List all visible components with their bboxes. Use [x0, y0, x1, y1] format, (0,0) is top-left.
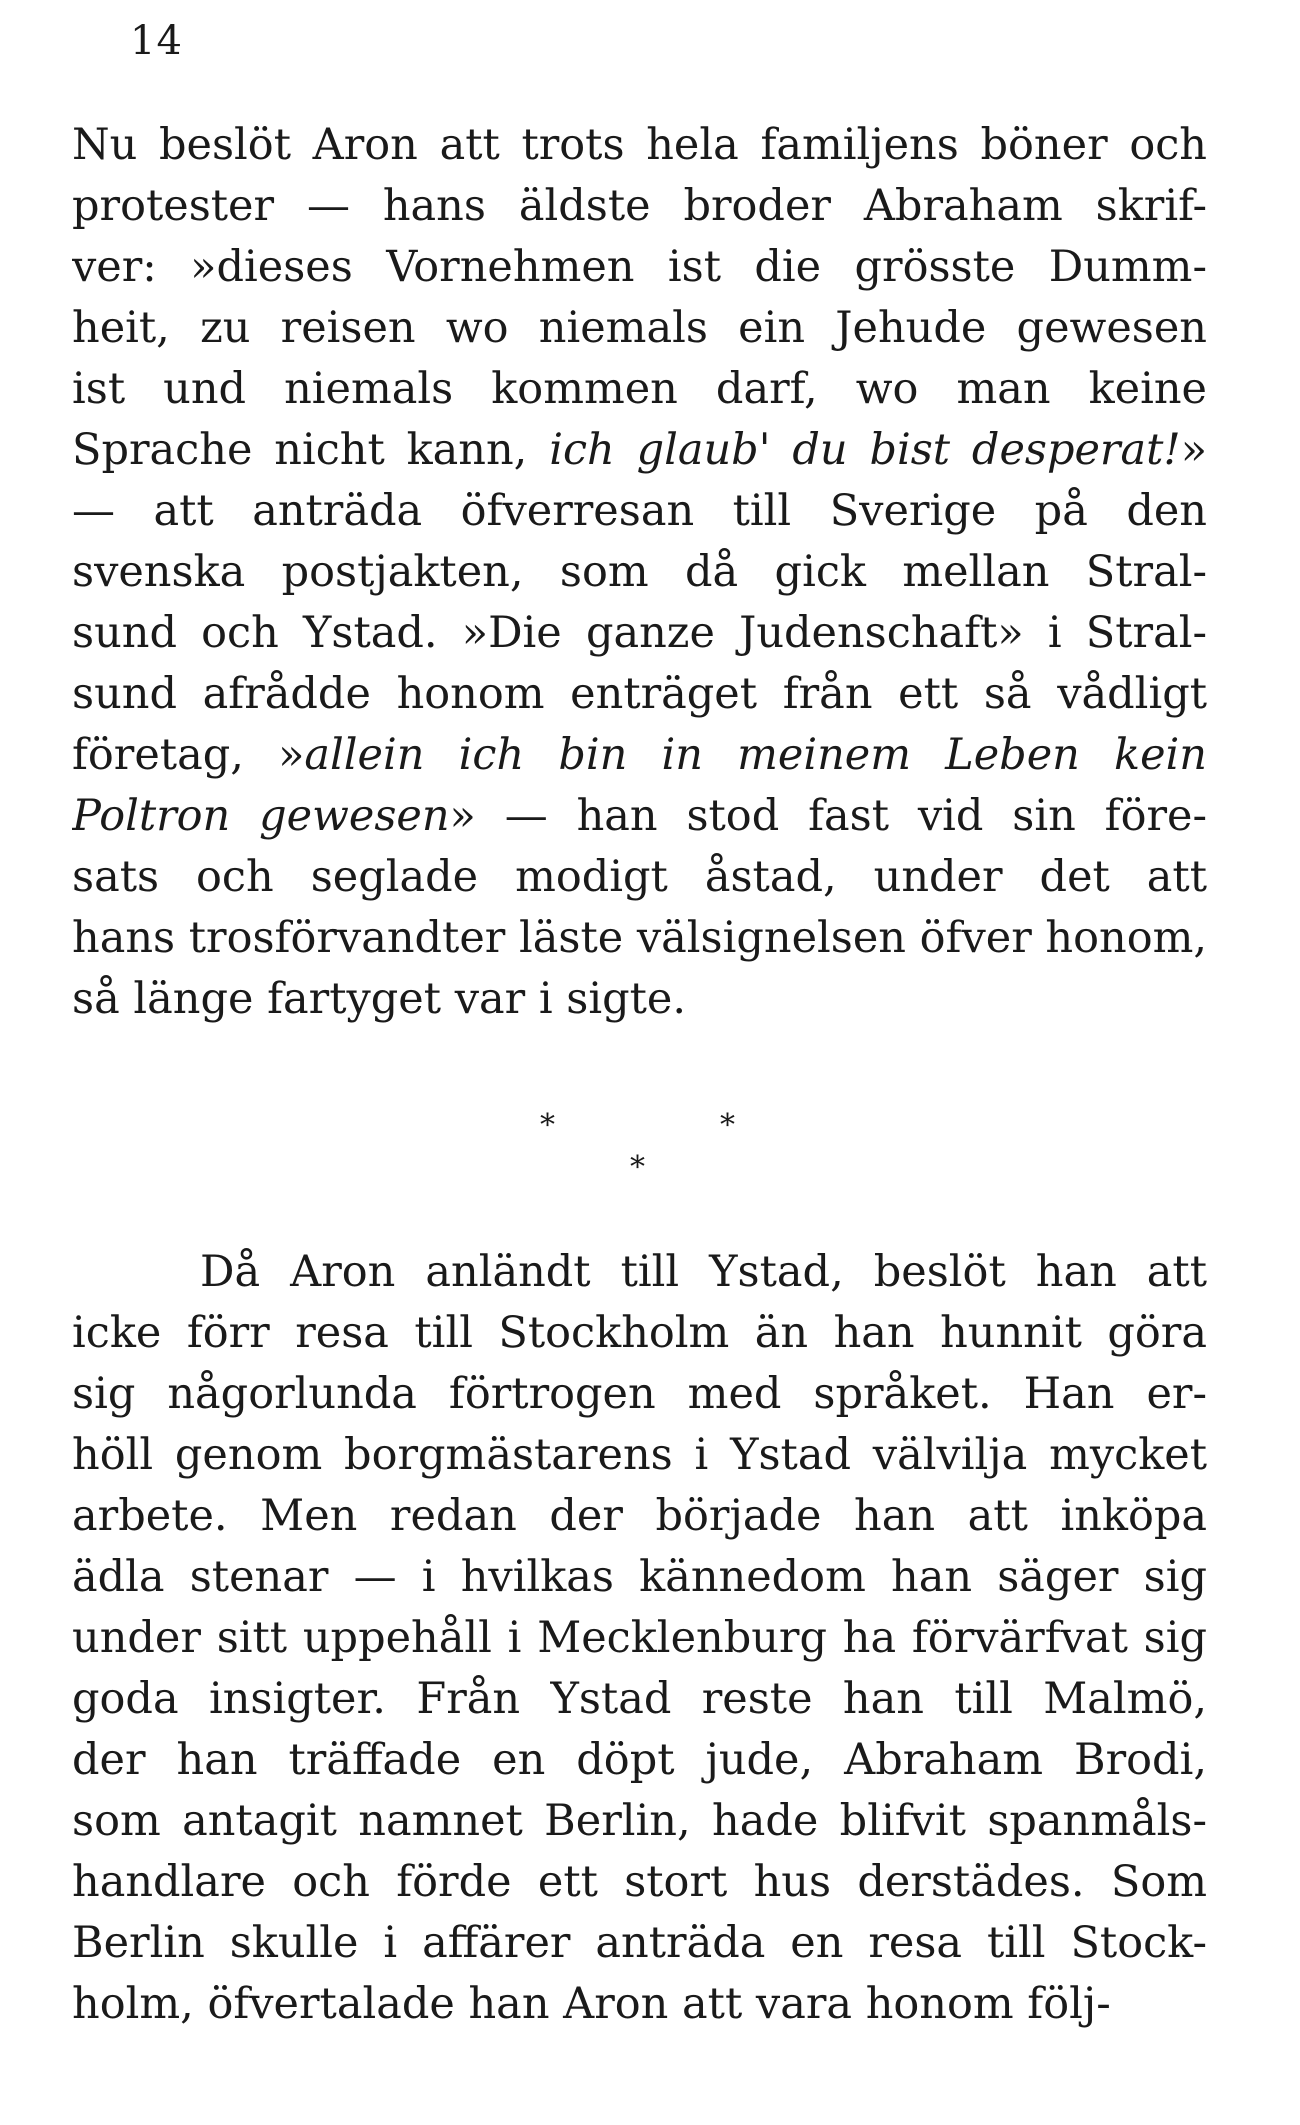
- asterisk-right: *: [720, 1108, 735, 1143]
- text-segment: arbete. Men redan der började han att inköpa: [72, 1491, 1207, 1541]
- text-segment: protester — hans äldste broder Abraham skrif-: [72, 181, 1207, 231]
- text-segment: der han träffade en döpt jude, Abraham Brodi,: [72, 1735, 1207, 1785]
- text-segment: »: [1180, 425, 1207, 475]
- text-segment: sig någorlunda förtrogen med språket. Han er-: [72, 1369, 1207, 1419]
- text-line: [72, 1486, 1207, 1547]
- text-line: [72, 725, 1207, 786]
- text-line: [72, 1913, 1207, 1974]
- text-segment: sats och seglade modigt åstad, under det att: [72, 852, 1207, 902]
- text-segment: höll genom borgmästarens i Ystad välvilja mycket: [72, 1430, 1207, 1480]
- text-line: [72, 1425, 1207, 1486]
- text-line: [72, 115, 1207, 176]
- text-line: [72, 1852, 1207, 1913]
- text-segment: heit, zu reisen wo niemals ein Jehude gewesen: [72, 303, 1207, 353]
- text-segment: ver: »dieses Vornehmen ist die grösste Dumm-: [72, 242, 1207, 292]
- paragraph-1: [72, 115, 1207, 1030]
- text-line: [72, 542, 1207, 603]
- asterisk-left: *: [540, 1108, 555, 1143]
- text-line: [72, 603, 1207, 664]
- text-line: [72, 176, 1207, 237]
- text-segment: Då Aron anländt till Ystad, beslöt han att: [200, 1247, 1207, 1297]
- asterism-divider: [500, 1108, 800, 1198]
- text-segment: som antagit namnet Berlin, hade blifvit spanmåls-: [72, 1796, 1207, 1846]
- text-line: [72, 1364, 1207, 1425]
- italic-quote: allein ich bin in meinem Leben kein: [304, 730, 1207, 780]
- text-segment: hans trosförvandter läste välsignelsen öfver honom,: [72, 913, 1207, 963]
- text-segment: handlare och förde ett stort hus derstädes. Som: [72, 1857, 1207, 1907]
- text-segment: Berlin skulle i affärer anträda en resa till Stock-: [72, 1918, 1207, 1968]
- text-line: [72, 237, 1207, 298]
- text-line: [72, 420, 1207, 481]
- italic-quote: ich glaub' du bist desperat!: [549, 425, 1181, 475]
- text-segment: företag, »: [72, 730, 305, 780]
- text-line: [72, 1242, 1207, 1303]
- text-line: [72, 1669, 1207, 1730]
- text-segment: Nu beslöt Aron att trots hela familjens böner och: [72, 120, 1207, 170]
- text-segment: » — han stod fast vid sin före-: [449, 791, 1207, 841]
- page-number: 14: [130, 18, 183, 64]
- text-segment: sund afrådde honom enträget från ett så vådligt: [72, 669, 1207, 719]
- text-line: [72, 359, 1207, 420]
- text-segment: ädla stenar — i hvilkas kännedom han säger sig: [72, 1552, 1207, 1602]
- italic-quote: Poltron gewesen: [72, 791, 450, 841]
- text-line: [72, 1547, 1207, 1608]
- text-segment: — att anträda öfverresan till Sverige på den: [72, 486, 1207, 536]
- text-segment: ist und niemals kommen darf, wo man keine: [72, 364, 1207, 414]
- text-segment: goda insigter. Från Ystad reste han till Malmö,: [72, 1674, 1207, 1724]
- text-line: [72, 664, 1207, 725]
- text-line: [72, 298, 1207, 359]
- asterisk-bottom: *: [630, 1150, 645, 1185]
- text-line: [72, 481, 1207, 542]
- paragraph-2: [72, 1242, 1207, 2035]
- text-line: [72, 1608, 1207, 1669]
- text-segment: så länge fartyget var i sigte.: [72, 974, 687, 1024]
- text-line: [72, 786, 1207, 847]
- text-segment: sund och Ystad. »Die ganze Judenschaft» i Stral-: [72, 608, 1207, 658]
- text-segment: under sitt uppehåll i Mecklenburg ha förvärfvat sig: [72, 1613, 1207, 1663]
- text-line: [72, 969, 1207, 1030]
- text-line: [72, 1730, 1207, 1791]
- text-segment: svenska postjakten, som då gick mellan Stral-: [72, 547, 1207, 597]
- text-line: [72, 1791, 1207, 1852]
- text-segment: Sprache nicht kann,: [72, 425, 550, 475]
- text-line: [72, 847, 1207, 908]
- text-segment: icke förr resa till Stockholm än han hunnit göra: [72, 1308, 1207, 1358]
- text-segment: holm, öfvertalade han Aron att vara honom följ-: [72, 1979, 1111, 2029]
- text-line: [72, 1303, 1207, 1364]
- text-line: [72, 908, 1207, 969]
- text-line: [72, 1974, 1207, 2035]
